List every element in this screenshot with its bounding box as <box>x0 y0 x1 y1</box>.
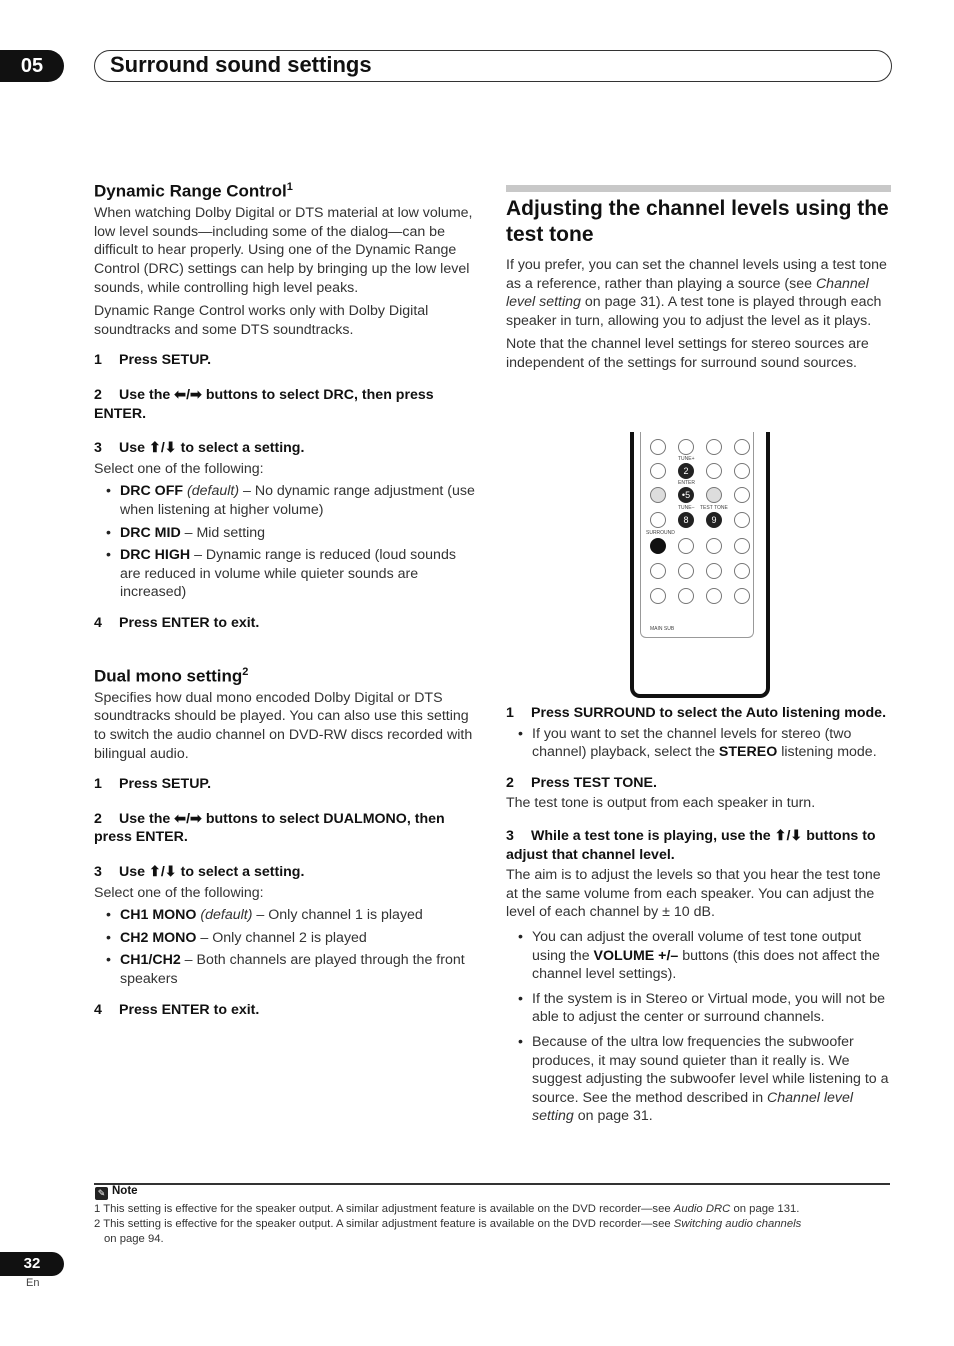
list-item: • You can adjust the overall volume of test tone output using the VOLUME +/– buttons (this does not affect the channel level settings). <box>506 928 891 984</box>
remote-button <box>706 463 722 479</box>
test-step-1: 1 Press SURROUND to select the Auto listening mode. <box>506 705 887 721</box>
remote-button <box>706 563 722 579</box>
right-column-steps <box>506 704 891 1130</box>
remote-button <box>734 463 750 479</box>
drc-step-3: 3 Use ⬆/⬇ to select a setting. <box>94 440 305 457</box>
remote-button <box>706 588 722 604</box>
footnote-2-cont: on page 94. <box>104 1233 164 1245</box>
dual-select-text: Select one of the following: <box>94 884 264 901</box>
list-item: • DRC MID – Mid setting <box>94 524 479 543</box>
remote-button <box>650 439 666 455</box>
dual-mono-intro: Specifies how dual mono encoded Dolby Digital or DTS soundtracks should be played. You can also use this setting to switch the audio channel on DVD-RW discs recorded with bilingual audio. <box>94 689 473 762</box>
test-step-3: 3 While a test tone is playing, use the ⬆/⬇ buttons to adjust that channel level. <box>506 827 876 863</box>
list-item: • CH2 MONO – Only channel 2 is played <box>94 929 479 948</box>
list-item: • If the system is in Stereo or Virtual mode, you will not be able to adjust the center or surround channels. <box>506 990 891 1027</box>
remote-control-illustration <box>630 432 770 698</box>
test-tone-intro: If you prefer, you can set the channel levels using a test tone as a reference, rather than playing a source (see Channel level setting on page 31). A test tone is played through each speaker in turn, allowing you to adjust the level as it plays. <box>506 257 887 329</box>
drc-intro: When watching Dolby Digital or DTS material at low volume, low level sounds—including some of the dialog—can be difficult to hear properly. Using one of the Dynamic Range Control (DRC) settings can help by bringing up the low level sounds, while controlling high level peaks. <box>94 205 473 296</box>
notes-heading: Note <box>112 1185 138 1197</box>
test-step-3-notes <box>506 928 891 1126</box>
remote-button <box>678 588 694 604</box>
test-step-3-text: The aim is to adjust the levels so that you hear the test tone at the same volume from each speaker. You can adjust the level of each channel by ± 10 dB. <box>506 867 881 921</box>
list-item: • Because of the ultra low frequencies the subwoofer produces, it may sound quieter than it really is. We suggest adjusting the subwoofer level while listening to a source. See the method described in Channel level setting on page 31. <box>506 1033 891 1126</box>
list-item: • DRC OFF (default) – No dynamic range adjustment (use when listening at higher volume) <box>94 482 479 519</box>
dual-step-2: 2 Use the ⬅/➡ buttons to select DUALMONO, then press ENTER. <box>94 810 445 846</box>
enter-label: ENTER <box>678 480 695 486</box>
remote-button <box>650 487 666 503</box>
drc-step-2: 2 Use the ⬅/➡ buttons to select DRC, then press ENTER. <box>94 387 434 422</box>
page-number: 32 <box>0 1252 64 1276</box>
test-tone-button: 9 <box>706 512 722 528</box>
remote-button <box>734 487 750 503</box>
remote-button <box>734 563 750 579</box>
remote-button <box>734 538 750 554</box>
chapter-number: 05 <box>0 50 64 82</box>
remote-button <box>678 563 694 579</box>
list-item: • DRC HIGH – Dynamic range is reduced (loud sounds are reduced in volume while quieter sounds are increased) <box>94 546 479 602</box>
list-item: • CH1 MONO (default) – Only channel 1 is played <box>94 906 479 925</box>
remote-button <box>734 588 750 604</box>
drc-heading: Dynamic Range Control$^1$ <box>94 181 293 201</box>
right-column-top <box>506 196 891 378</box>
footnote-1: 1 This setting is effective for the speaker output. A similar adjustment feature is available on the DVD recorder—see Audio DRC on page 131. <box>94 1203 800 1215</box>
list-item: • CH1/CH2 – Both channels are played through the front speakers <box>94 951 479 988</box>
remote-button <box>678 439 694 455</box>
test-step-2: 2 Press TEST TONE. <box>506 774 657 791</box>
remote-button <box>734 439 750 455</box>
test-tone-label: TEST TONE <box>700 505 728 511</box>
key-5-button: •5 <box>678 487 694 503</box>
list-item: • If you want to set the channel levels for stereo (two channel) playback, select the STEREO listening mode. <box>506 725 891 762</box>
left-column <box>94 178 479 1021</box>
surround-label: SURROUND <box>646 530 675 536</box>
remote-button <box>706 487 722 503</box>
tune-minus-label: TUNE– <box>678 505 695 511</box>
section-rule <box>506 185 891 192</box>
dual-mono-heading: Dual mono setting$^2$ <box>94 665 249 686</box>
dual-step-4: 4 Press ENTER to exit. <box>94 1001 260 1018</box>
dual-step-3: 3 Use ⬆/⬇ to select a setting. <box>94 863 305 880</box>
test-tone-note: Note that the channel level settings for stereo sources are independent of the settings for surround sound sources. <box>506 336 869 371</box>
test-tone-heading: Adjusting the channel levels using the test tone <box>506 197 889 246</box>
footnote-2: 2 This setting is effective for the speaker output. A similar adjustment feature is available on the DVD recorder—see Switching audio channels <box>94 1218 802 1230</box>
main-sub-label: MAIN SUB <box>650 626 675 632</box>
remote-button <box>706 439 722 455</box>
drc-step-1: 1 Press SETUP. <box>94 352 212 369</box>
drc-step-4: 4 Press ENTER to exit. <box>94 614 260 631</box>
dual-step-1: 1 Press SETUP. <box>94 776 212 793</box>
language-code: En <box>26 1277 40 1289</box>
tune-plus-label: TUNE+ <box>678 456 695 462</box>
page-title: Surround sound settings <box>110 52 372 77</box>
key-8-button: 8 <box>678 512 694 528</box>
remote-button <box>650 463 666 479</box>
dual-options <box>94 906 479 988</box>
surround-button <box>650 538 666 554</box>
remote-button <box>706 538 722 554</box>
pencil-icon: ✎ <box>95 1187 108 1200</box>
remote-button <box>650 512 666 528</box>
drc-note: Dynamic Range Control works only with Dolby Digital soundtracks and some DTS soundtracks. <box>94 303 429 338</box>
drc-options <box>94 482 479 602</box>
remote-button <box>678 538 694 554</box>
test-step-1-notes <box>506 725 891 762</box>
remote-button <box>650 588 666 604</box>
notes-rule <box>94 1183 890 1185</box>
key-2-button: 2 <box>678 463 694 479</box>
drc-select-text: Select one of the following: <box>94 460 264 477</box>
remote-button <box>734 512 750 528</box>
remote-button <box>650 563 666 579</box>
test-step-2-text: The test tone is output from each speaker in turn. <box>506 795 816 812</box>
